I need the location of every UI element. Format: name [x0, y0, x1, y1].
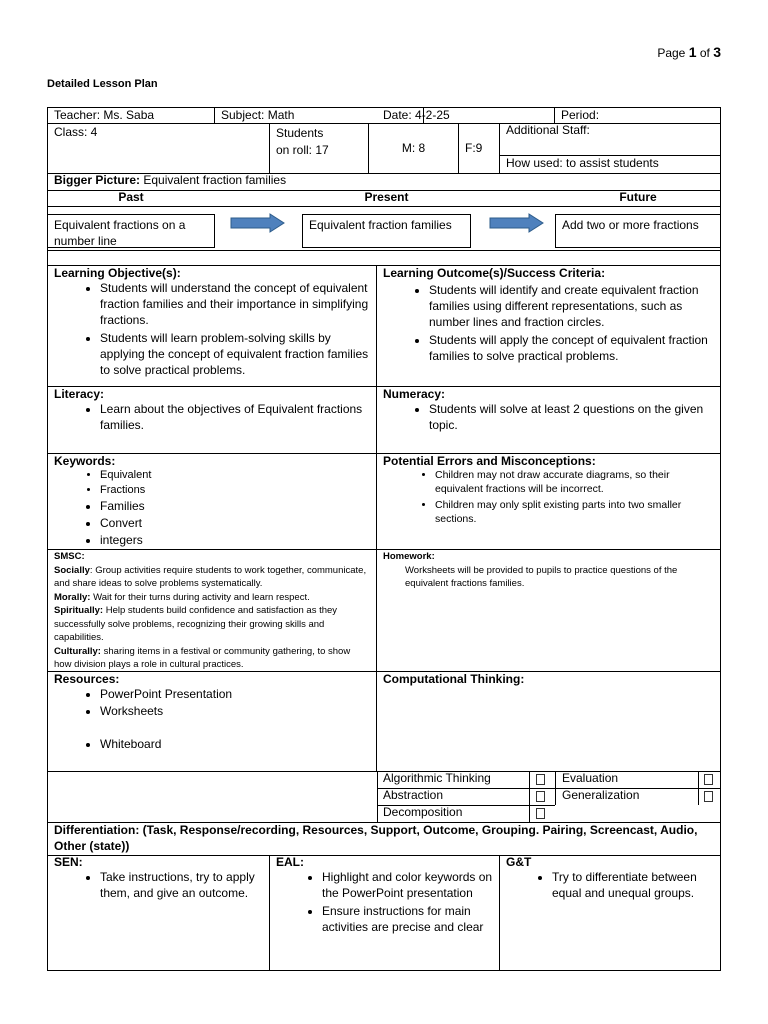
smsc-cell [48, 549, 377, 671]
female-cell: F:9 [459, 123, 500, 173]
gt-title: G&T [506, 855, 532, 869]
objectives-title: Learning Objective(s): [54, 266, 181, 280]
document-title: Detailed Lesson Plan [47, 78, 158, 90]
keywords-list [54, 468, 370, 548]
checkbox-decomposition[interactable] [536, 808, 545, 819]
list-item: • Highlight and color keywords on the PowerPoint presentation [322, 869, 493, 901]
arrow-right-icon [489, 213, 545, 233]
staff-cell [500, 123, 720, 173]
errors-cell [377, 453, 720, 549]
list-item: • Whiteboard [100, 736, 370, 752]
outcomes-title: Learning Outcome(s)/Success Criteria: [383, 266, 606, 280]
header-row [47, 107, 721, 124]
period-cell: Period: [561, 108, 600, 122]
eal-cell [270, 855, 500, 970]
page-total: 3 [713, 44, 721, 60]
culturally-text: sharing items in a festival or community gathering, to show how division plays a role in cultural practices. [54, 645, 351, 670]
outcomes-cell [377, 265, 720, 386]
male-cell: M: 8 [369, 123, 459, 173]
sen-cell [48, 855, 270, 970]
sen-list [54, 869, 263, 901]
keywords-row [47, 453, 721, 550]
timeline-row [47, 206, 721, 251]
past-box: Equivalent fractions on a number line [48, 214, 215, 248]
ct-algorithmic: Algorithmic Thinking [383, 771, 491, 785]
errors-list [383, 468, 714, 526]
present-box: Equivalent fraction families [302, 214, 471, 248]
smsc-row [47, 549, 721, 672]
homework-text: Worksheets will be provided to pupils to practice questions of the equivalent fractions families. [405, 564, 678, 589]
bigger-picture-row [47, 173, 721, 191]
eal-title: EAL: [276, 855, 304, 869]
ct-generalization: Generalization [562, 788, 640, 802]
literacy-list [54, 401, 370, 433]
ct-evaluation: Evaluation [562, 771, 619, 785]
culturally-label: Culturally: [54, 645, 101, 657]
list-item: • PowerPoint Presentation [100, 686, 370, 702]
spiritually-text: Help students build confidence and satisfaction as they successfully solve problems, recognizing their growing skills and capabilities. [54, 605, 338, 643]
how-used: How used: to assist students [506, 156, 659, 170]
page-label: Page [657, 46, 686, 60]
outcomes-list [383, 282, 714, 364]
keywords-title: Keywords: [54, 454, 116, 468]
future-box: Add two or more fractions [555, 214, 721, 248]
morally-label: Morally: [54, 591, 91, 603]
literacy-row [47, 386, 721, 454]
future-head: Future [619, 190, 657, 204]
list-item: • Students will understand the concept of equivalent fraction families and their importance in simplifying fractions. [100, 280, 370, 328]
differentiation-title: Differentiation: (Task, Response/recording, Resources, Support, Outcome, Grouping. Pairing, Screencast, Audio, Other (state)) [47, 822, 721, 856]
smsc-title: SMSC: [54, 551, 85, 562]
smsc-spiritually [54, 604, 370, 645]
gt-list [506, 869, 714, 901]
eal-list [276, 869, 493, 935]
checkbox-abstraction[interactable] [536, 791, 545, 802]
numeracy-list [383, 401, 714, 433]
socially-label: Socially [54, 564, 90, 576]
resources-title: Resources: [54, 672, 120, 686]
students-label: Students [276, 126, 324, 140]
objectives-list [54, 280, 370, 378]
list-item: • Learn about the objectives of Equivalent fractions families. [100, 401, 370, 433]
arrow-right-icon [230, 213, 286, 233]
class-cell: Class: 4 [48, 123, 270, 173]
literacy-title: Literacy: [54, 387, 105, 401]
socially-text: : Group activities require students to work together, communicate, and share ideas to solve problems systematically. [54, 564, 367, 589]
checkbox-generalization[interactable] [704, 791, 713, 802]
date-cell: Date: 4-2-25 [377, 108, 555, 123]
keywords-cell [48, 453, 377, 549]
sen-title: SEN: [54, 855, 83, 869]
resources-row [47, 671, 721, 772]
objectives-cell [48, 265, 377, 386]
students-cell [270, 123, 369, 173]
list-item: • Convert [100, 515, 370, 531]
students-count: on roll: 17 [276, 143, 329, 157]
literacy-cell [48, 386, 377, 453]
list-item: • Students will learn problem-solving skills by applying the concept of equivalent fraction families to solve practical problems. [100, 330, 370, 378]
page-number [657, 44, 721, 60]
list-item: • Students will apply the concept of equivalent fraction families to solve practical problems. [429, 332, 714, 364]
objectives-row [47, 265, 721, 387]
bigger-picture-label: Bigger Picture: [54, 173, 141, 187]
computational-cell [377, 671, 720, 771]
smsc-socially [54, 564, 370, 591]
class-row [47, 123, 721, 174]
gt-cell [500, 855, 720, 970]
present-head: Present [364, 190, 409, 204]
past-head: Past [118, 190, 144, 204]
computational-title: Computational Thinking: [383, 672, 525, 686]
additional-staff: Additional Staff: [500, 123, 720, 156]
page-current: 1 [688, 44, 697, 60]
morally-text: Wait for their turns during activity and learn respect. [90, 591, 310, 603]
checkbox-algorithmic[interactable] [536, 774, 545, 785]
list-item: • Students will identify and create equivalent fraction families using different representations, such as number lines and fraction circles. [429, 282, 714, 330]
numeracy-title: Numeracy: [383, 387, 446, 401]
list-item: • Families [100, 498, 370, 514]
page-of: of [699, 46, 710, 60]
smsc-morally [54, 591, 370, 605]
list-item: • Take instructions, try to apply them, and give an outcome. [100, 869, 263, 901]
spiritually-label: Spiritually: [54, 605, 104, 616]
ct-decomposition: Decomposition [383, 805, 463, 819]
list-item: • Worksheets [100, 703, 370, 719]
homework-cell [377, 549, 720, 671]
bigger-picture-value: Equivalent fraction families [140, 173, 287, 187]
list-item: • Children may only split existing parts into two smaller sections. [435, 498, 714, 526]
ct-abstraction: Abstraction [383, 788, 444, 802]
list-item: • Fractions [100, 483, 370, 497]
errors-title: Potential Errors and Misconceptions: [383, 454, 596, 468]
subject-cell: Subject: Math [215, 108, 424, 123]
homework-title: Homework: [383, 551, 435, 562]
spacer-row [47, 250, 721, 266]
resources-cell [48, 671, 377, 771]
list-item: • integers [100, 532, 370, 548]
teacher-cell: Teacher: Ms. Saba [48, 108, 215, 123]
resources-list [54, 686, 370, 752]
timeline-head-row [47, 190, 721, 207]
list-item: • Ensure instructions for main activities are precise and clear [322, 903, 493, 935]
list-item: • Equivalent [100, 468, 370, 482]
differentiation-row [47, 855, 721, 971]
numeracy-cell [377, 386, 720, 453]
ct-grid-row [47, 771, 721, 823]
list-item: • Try to differentiate between equal and unequal groups. [552, 869, 714, 901]
list-item: • Students will solve at least 2 questions on the given topic. [429, 401, 714, 433]
list-item: • Children may not draw accurate diagrams, so their equivalent fractions will be incorrect. [435, 468, 714, 496]
smsc-culturally [54, 645, 370, 672]
checkbox-evaluation[interactable] [704, 774, 713, 785]
